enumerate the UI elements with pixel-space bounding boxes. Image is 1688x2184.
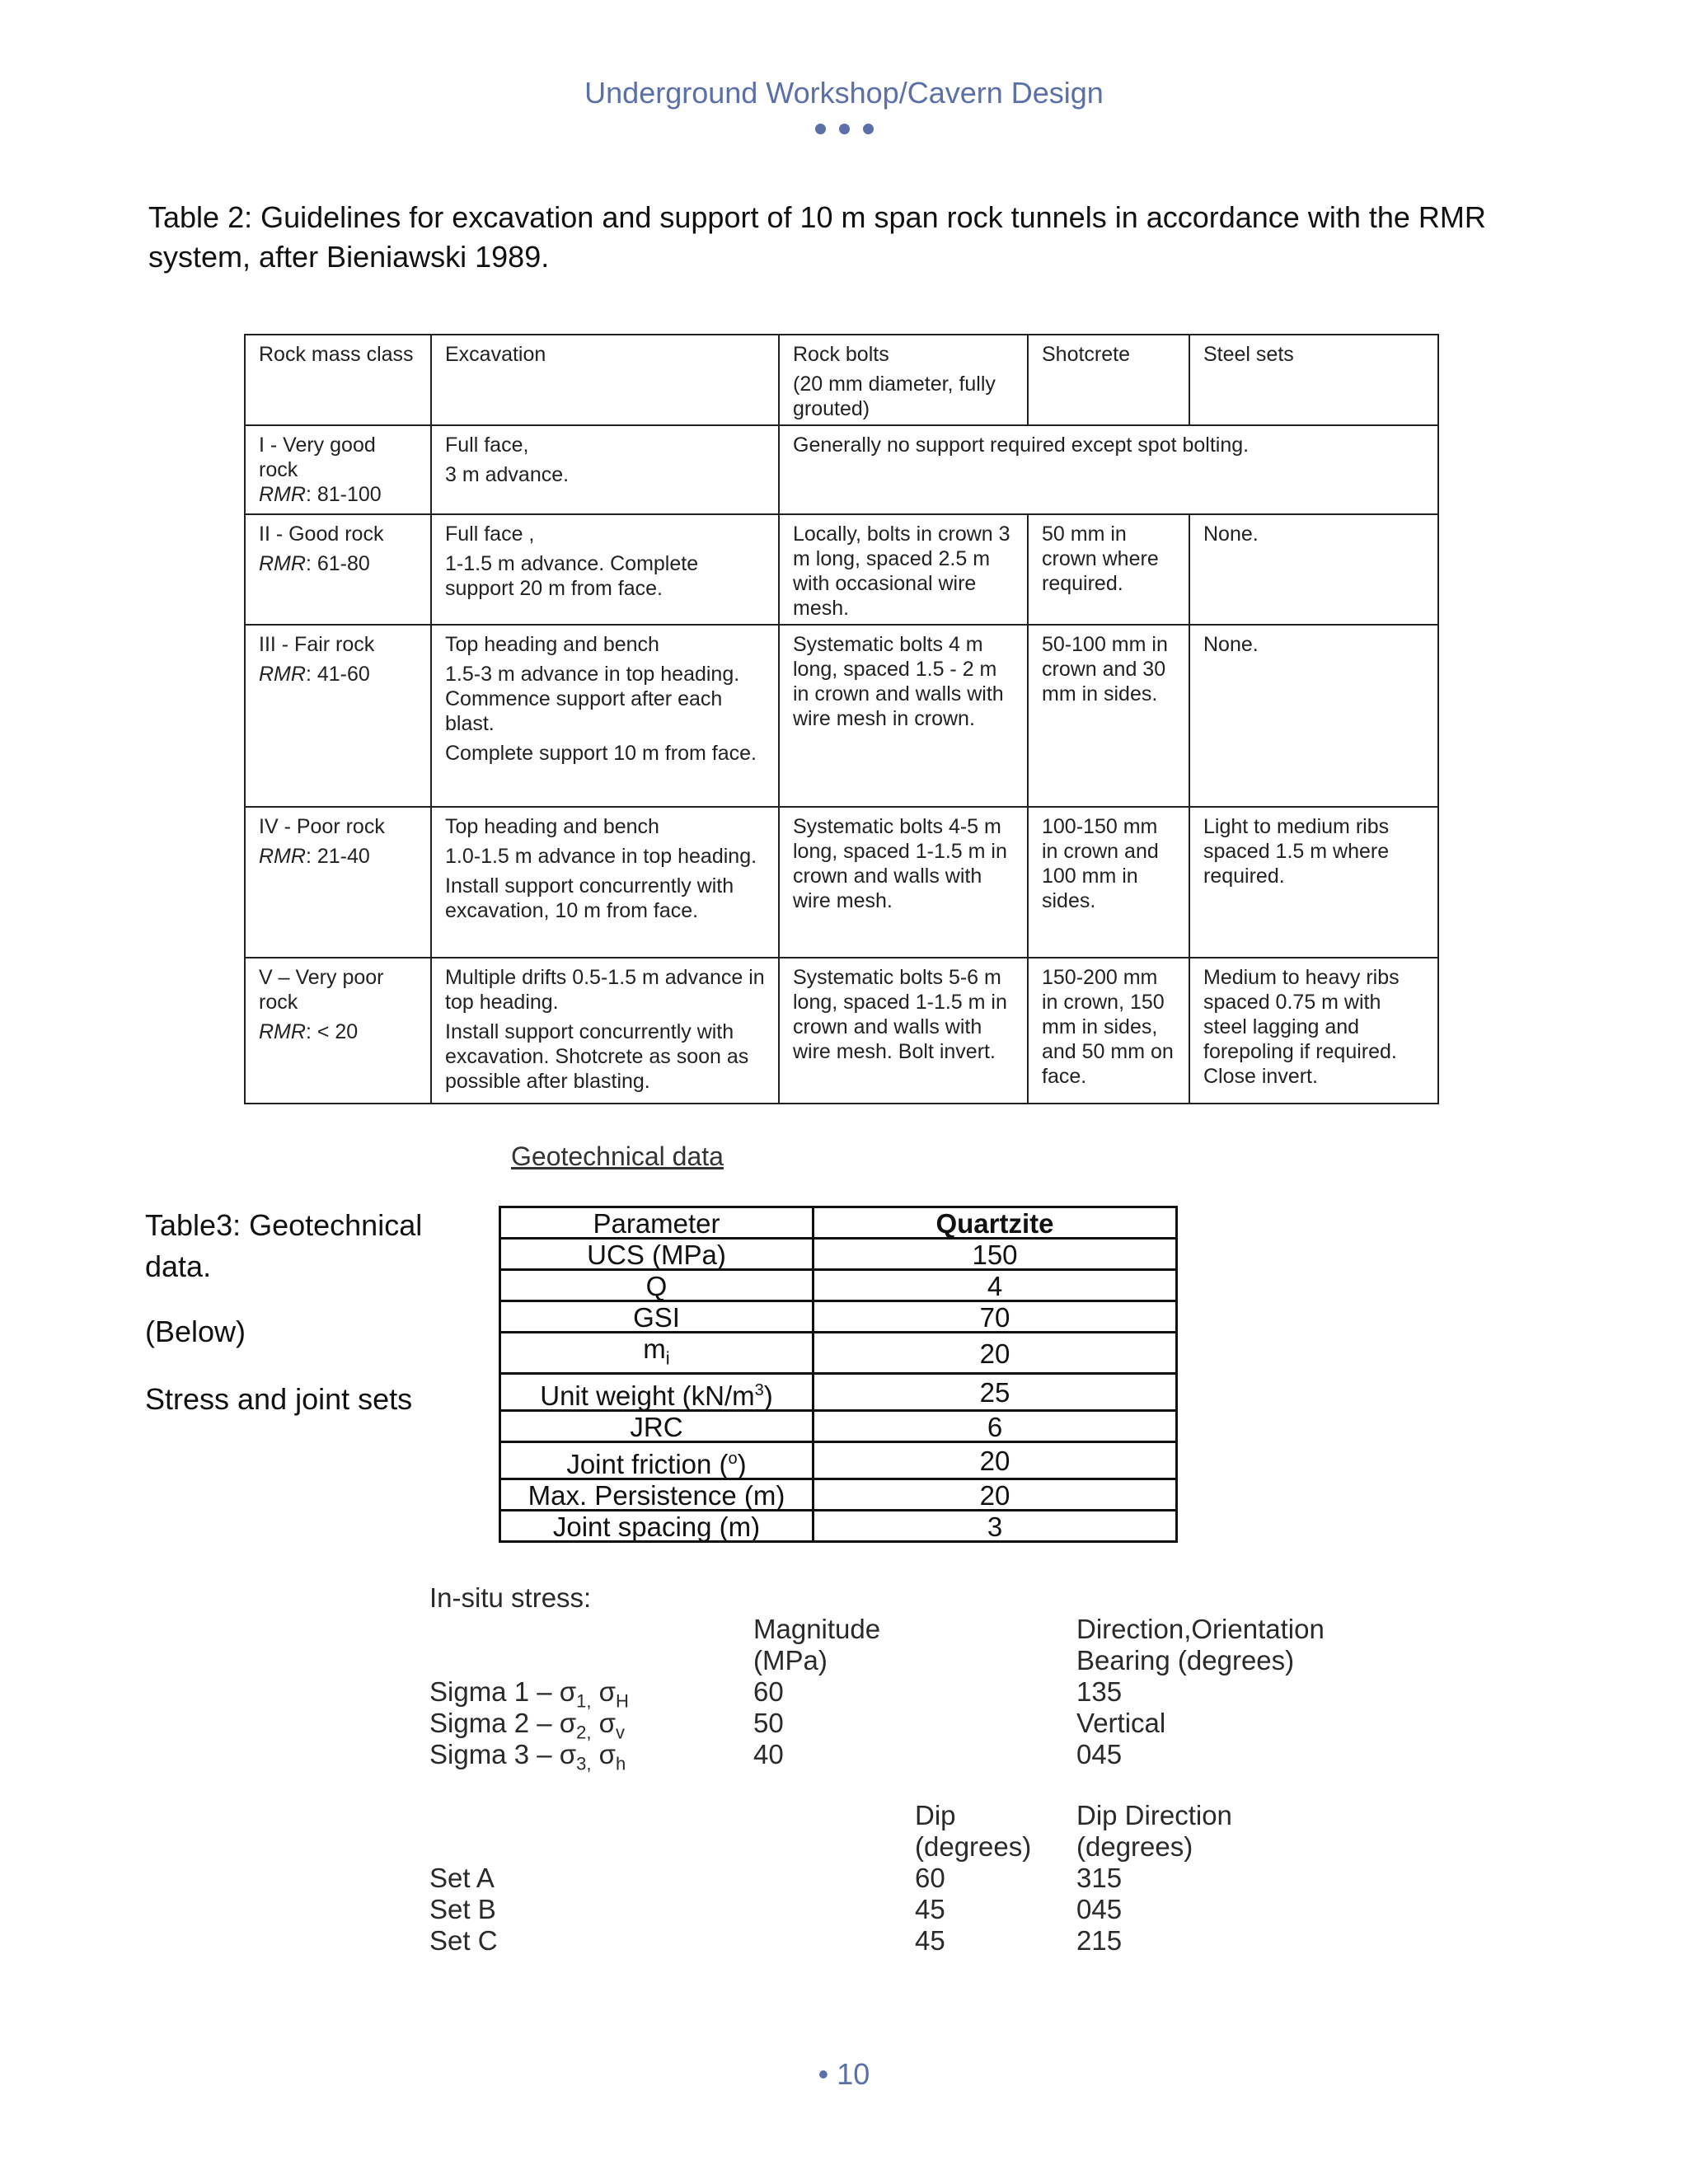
header-shotcrete: Shotcrete <box>1028 335 1189 425</box>
excavation-line: Multiple drifts 0.5-1.5 m advance in top heading. <box>445 966 765 1014</box>
header-rock-mass-class: Rock mass class <box>245 335 431 425</box>
page-number: • 10 <box>818 2057 870 2091</box>
parameter-cell: Max. Persistence (m) <box>500 1479 814 1510</box>
header-steel-sets: Steel sets <box>1189 335 1438 425</box>
rmr-value: : 61-80 <box>305 552 370 575</box>
stress-direction: Vertical <box>1076 1708 1166 1738</box>
joint-set-label: Set A <box>429 1863 495 1893</box>
support-combined-cell: Generally no support required except spot bolting. <box>779 425 1438 514</box>
joint-set-label: Set B <box>429 1894 496 1924</box>
stress-magnitude: 60 <box>753 1676 784 1707</box>
joint-dip-direction: 045 <box>1076 1894 1123 1924</box>
excavation-cell <box>431 958 779 1104</box>
parameter-cell: JRC <box>500 1410 814 1441</box>
excavation-line: Top heading and bench <box>445 633 659 656</box>
shotcrete-cell: 50-100 mm in crown and 30 mm in sides. <box>1028 625 1189 807</box>
table-row <box>500 1301 1177 1333</box>
joint-set-label: Set C <box>429 1925 498 1956</box>
table-row <box>500 1410 1177 1441</box>
excavation-line: Full face, <box>445 434 529 457</box>
rmr-value: : < 20 <box>305 1020 359 1043</box>
header-rock-bolts-note: (20 mm diameter, fully grouted) <box>793 373 996 420</box>
parameter-cell: GSI <box>500 1301 814 1333</box>
parameter-cell: Unit weight $(kN/m^3)$ <box>500 1373 814 1410</box>
geotechnical-data-table <box>499 1206 1178 1543</box>
excavation-cell <box>431 425 779 514</box>
excavation-line: Top heading and bench <box>445 815 659 838</box>
shotcrete-cell: 50 mm in crown where required. <box>1028 514 1189 625</box>
joint-dip-direction: 315 <box>1076 1863 1123 1893</box>
value-cell: 4 <box>814 1270 1177 1301</box>
value-cell: 150 <box>814 1239 1177 1270</box>
stress-joint-sets-label: Stress and joint sets <box>145 1382 413 1416</box>
table-row <box>500 1441 1177 1479</box>
stress-direction: 045 <box>1076 1739 1123 1769</box>
table-row <box>245 625 1438 807</box>
rock-class-name: IV - Poor rock <box>259 815 385 838</box>
table-row <box>245 958 1438 1104</box>
direction-header: Direction,Orientation Bearing (degrees) <box>1076 1614 1325 1675</box>
excavation-line: 1.5-3 m advance in top heading. Commence support after each blast. <box>445 663 740 735</box>
excavation-line: 1-1.5 m advance. Complete support 20 m from face. <box>445 552 699 600</box>
table-row <box>245 514 1438 625</box>
geotechnical-data-heading: Geotechnical data <box>511 1141 724 1171</box>
steel-sets-cell: Medium to heavy ribs spaced 0.75 m with steel lagging and forepoling if required. Close invert. <box>1189 958 1438 1104</box>
table-header-row <box>500 1207 1177 1239</box>
parameter-cell: Q <box>500 1270 814 1301</box>
rock-class-cell <box>245 807 431 958</box>
value-cell: 25 <box>814 1373 1177 1410</box>
joint-dip: 45 <box>915 1894 945 1924</box>
stress-magnitude: 50 <box>753 1708 784 1738</box>
rock-class-name: V – Very poor rock <box>259 966 384 1014</box>
rmr-label: RMR <box>259 845 306 868</box>
table-row <box>500 1333 1177 1374</box>
dip-header: Dip (degrees) <box>915 1800 1032 1862</box>
header-quartzite: Quartzite <box>814 1207 1177 1239</box>
rmr-label: RMR <box>259 552 306 575</box>
below-note: (Below) <box>145 1315 246 1348</box>
rmr-label: RMR <box>259 483 306 506</box>
parameter-cell: Joint friction ($^o$) <box>500 1441 814 1479</box>
rock-class-name: III - Fair rock <box>259 633 375 656</box>
value-cell: 70 <box>814 1301 1177 1333</box>
excavation-line: Install support concurrently with excavation, 10 m from face. <box>445 874 734 922</box>
rock-bolts-cell: Systematic bolts 4 m long, spaced 1.5 - 2 m in crown and walls with wire mesh in crown. <box>779 625 1028 807</box>
rmr-value: : 81-100 <box>305 483 382 506</box>
table-header-row <box>245 335 1438 425</box>
rock-class-cell <box>245 625 431 807</box>
table-row <box>500 1373 1177 1410</box>
rock-class-cell <box>245 425 431 514</box>
shotcrete-cell: 150-200 mm in crown, 150 mm in sides, and 50 mm on face. <box>1028 958 1189 1104</box>
steel-sets-cell: None. <box>1189 625 1438 807</box>
rock-class-name: I - Very good rock <box>259 434 376 481</box>
table-row <box>500 1479 1177 1510</box>
parameter-cell: Joint spacing (m) <box>500 1510 814 1541</box>
dip-direction-header: Dip Direction (degrees) <box>1076 1800 1232 1862</box>
stress-direction: 135 <box>1076 1676 1123 1707</box>
magnitude-header: Magnitude (MPa) <box>753 1614 881 1675</box>
rock-bolts-cell: Systematic bolts 5-6 m long, spaced 1-1.5 m in crown and walls with wire mesh. Bolt invert. <box>779 958 1028 1104</box>
table-row <box>245 807 1438 958</box>
joint-dip-direction: 215 <box>1076 1925 1123 1956</box>
table-row <box>245 425 1438 514</box>
value-cell: 20 <box>814 1479 1177 1510</box>
excavation-line: Install support concurrently with excavation. Shotcrete as soon as possible after blasting. <box>445 1020 749 1093</box>
stress-row: Sigma $2 - \sigma_{2,}$ $\sigma_v$ <box>429 1708 626 1743</box>
value-cell: 20 <box>814 1441 1177 1479</box>
rock-class-cell <box>245 514 431 625</box>
rock-class-cell <box>245 958 431 1104</box>
rock-class-name: II - Good rock <box>259 523 384 546</box>
excavation-line: 3 m advance. <box>445 463 570 486</box>
table-row <box>500 1510 1177 1541</box>
excavation-line: Complete support 10 m from face. <box>445 742 757 765</box>
rmr-label: RMR <box>259 663 306 686</box>
rock-bolts-cell: Systematic bolts 4-5 m long, spaced 1-1.5 m in crown and walls with wire mesh. <box>779 807 1028 958</box>
excavation-line: 1.0-1.5 m advance in top heading. <box>445 845 757 868</box>
excavation-cell <box>431 625 779 807</box>
table-row <box>500 1239 1177 1270</box>
joint-dip: 45 <box>915 1925 945 1956</box>
excavation-cell <box>431 514 779 625</box>
table-row <box>500 1270 1177 1301</box>
header-parameter: Parameter <box>500 1207 814 1239</box>
header-dots-ornament <box>0 124 1688 138</box>
steel-sets-cell: None. <box>1189 514 1438 625</box>
header-rock-bolts-label: Rock bolts <box>793 343 889 366</box>
table2-caption: Table 2: Guidelines for excavation and support of 10 m span rock tunnels in accordance with the RMR system, after Bieniawski 1989. <box>148 200 1486 274</box>
header-rock-bolts <box>779 335 1028 425</box>
value-cell: 20 <box>814 1333 1177 1374</box>
parameter-cell: $m_i$ <box>500 1333 814 1374</box>
rock-bolts-cell: Locally, bolts in crown 3 m long, spaced 2.5 m with occasional wire mesh. <box>779 514 1028 625</box>
rmr-label: RMR <box>259 1020 306 1043</box>
table3-caption: Table3: Geotechnical data. <box>145 1208 423 1283</box>
stress-magnitude: 40 <box>753 1739 784 1769</box>
steel-sets-cell: Light to medium ribs spaced 1.5 m where required. <box>1189 807 1438 958</box>
excavation-cell <box>431 807 779 958</box>
in-situ-stress-title: In-situ stress: <box>429 1582 592 1613</box>
excavation-line: Full face , <box>445 523 535 546</box>
stress-row: Sigma $3 - \sigma_{3,}$ $\sigma_h$ <box>429 1739 626 1774</box>
rmr-value: : 41-60 <box>305 663 370 686</box>
parameter-cell: UCS (MPa) <box>500 1239 814 1270</box>
rmr-value: : 21-40 <box>305 845 370 868</box>
shotcrete-cell: 100-150 mm in crown and 100 mm in sides. <box>1028 807 1189 958</box>
running-header: Underground Workshop/Cavern Design <box>584 76 1104 110</box>
header-excavation: Excavation <box>431 335 779 425</box>
value-cell: 6 <box>814 1410 1177 1441</box>
value-cell: 3 <box>814 1510 1177 1541</box>
rmr-guidelines-table <box>244 334 1439 1104</box>
stress-row: Sigma $1 - \sigma_{1,}$ $\sigma_H$ <box>429 1676 629 1712</box>
joint-dip: 60 <box>915 1863 945 1893</box>
